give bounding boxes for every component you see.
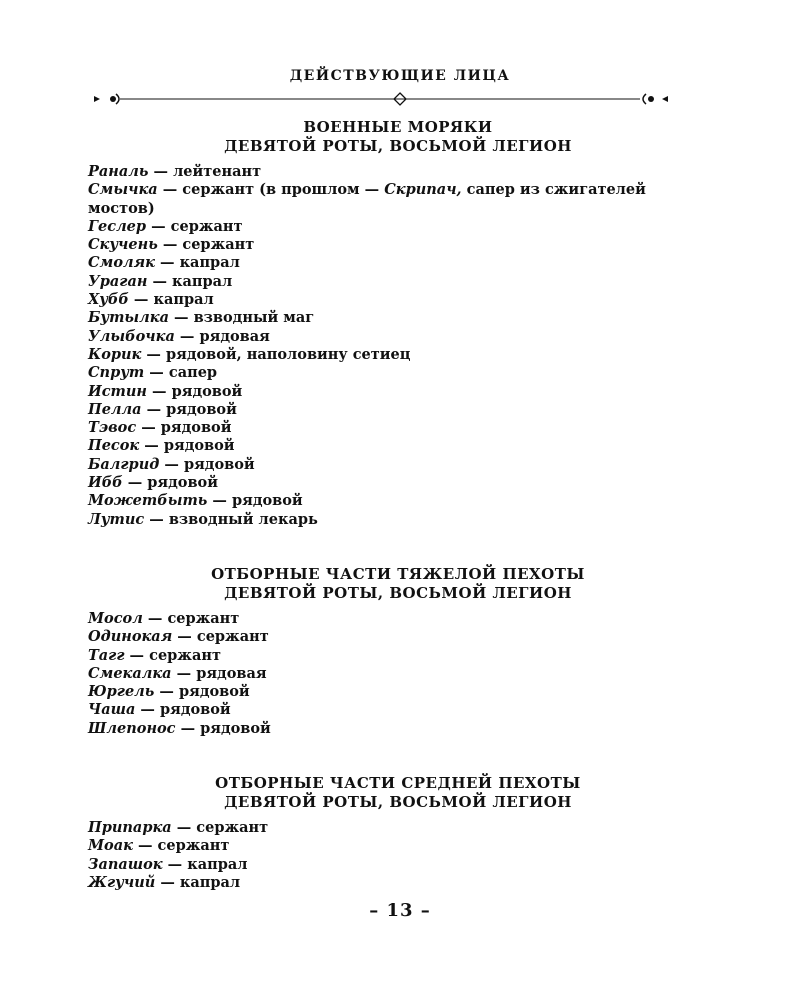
list-item: Смычка — сержант (в прошлом — Скрипач, сапер из сжигателей мостов): [88, 181, 646, 217]
character-role: рядовой: [231, 492, 303, 510]
list-item: Смоляк — капрал: [88, 254, 240, 272]
character-role: капрал: [179, 873, 241, 891]
list-item: Припарка — сержант: [88, 819, 269, 837]
character-role: рядовой: [183, 455, 255, 473]
list-item: Пелла — рядовой: [88, 400, 237, 418]
section-medium-infantry: [88, 774, 708, 892]
list-item: Шлепонос — рядовой: [88, 719, 271, 737]
list-item: Лутис — взводный лекарь: [88, 510, 318, 528]
character-role: рядовая: [199, 327, 270, 345]
character-name: Бутылка: [88, 309, 169, 327]
list-item: Ибб — рядовой: [88, 474, 218, 492]
character-name: Мосол: [88, 609, 143, 627]
character-role: капрал: [179, 254, 240, 272]
header-ornament-rule: [0, 84, 800, 114]
character-role: капрал: [153, 291, 214, 309]
list-item: Истин — рядовой: [88, 382, 243, 400]
character-role: рядовой: [147, 474, 218, 492]
character-name: Хубб: [88, 291, 129, 309]
character-name: Можетбыть: [88, 492, 208, 510]
character-role: сержант: [182, 236, 255, 254]
list-item: Бутылка — взводный маг: [88, 309, 315, 327]
character-name: Ибб: [88, 474, 123, 492]
list-item: Одинокая — сержант: [88, 628, 269, 646]
list-item: Можетбыть — рядовой: [88, 492, 303, 510]
character-name: Лутис: [88, 510, 145, 528]
character-name: Балгрид: [88, 455, 160, 473]
character-name: Одинокая: [88, 628, 173, 646]
character-role: сержант: [196, 819, 269, 837]
character-name: Спрут: [88, 364, 145, 382]
section-title-line2: ДЕВЯТОЙ РОТЫ, ВОСЬМОЙ ЛЕГИОН: [224, 583, 572, 602]
list-item: Смекалка — рядовая: [88, 664, 267, 682]
list-item: Жгучий — капрал: [88, 873, 241, 891]
character-name: Шлепонос: [88, 719, 176, 737]
list-item: Улыбочка — рядовая: [88, 327, 270, 345]
list-item: Хубб — капрал: [88, 291, 214, 309]
character-name: Смоляк: [88, 254, 155, 272]
character-role: рядовая: [196, 664, 267, 682]
character-name: Корик: [88, 345, 142, 363]
character-role: сапер: [168, 364, 218, 382]
section-title-line1: ОТБОРНЫЕ ЧАСТИ СРЕДНЕЙ ПЕХОТЫ: [215, 774, 581, 793]
character-name: Припарка: [88, 819, 172, 837]
character-name: Раналь: [88, 163, 149, 180]
character-role: рядовой, наполовину сетиец: [165, 345, 411, 363]
character-role: сержант: [196, 628, 269, 646]
character-role: сержант: [170, 217, 243, 235]
section-title-line2: ДЕВЯТОЙ РОТЫ, ВОСЬМОЙ ЛЕГИОН: [224, 137, 572, 155]
character-role: рядовой: [171, 382, 243, 400]
character-name: Улыбочка: [88, 327, 175, 345]
character-name: Моак: [88, 837, 133, 855]
list-item: Ураган — капрал: [88, 272, 233, 290]
character-role: рядовой: [159, 701, 231, 719]
character-role: рядовой: [178, 683, 250, 701]
section-marines: [88, 118, 708, 529]
list-item: Балгрид — рядовой: [88, 455, 255, 473]
character-role: взводный маг: [193, 309, 315, 327]
character-role: сержант: [149, 646, 221, 664]
list-item: Моак — сержант: [88, 837, 230, 855]
character-name: Запашок: [88, 855, 163, 873]
character-role: рядовой: [160, 419, 232, 437]
list-item: Геслер — сержант: [88, 217, 243, 235]
section-title-line1: ВОЕННЫЕ МОРЯКИ: [303, 118, 493, 136]
character-name: Смекалка: [88, 664, 172, 682]
character-role: капрал: [187, 855, 248, 873]
character-alias: Скрипач,: [384, 181, 462, 199]
section-title: [88, 118, 708, 156]
character-name: Чаша: [88, 701, 136, 719]
section-title-line1: ОТБОРНЫЕ ЧАСТИ ТЯЖЕЛОЙ ПЕХОТЫ: [211, 564, 585, 583]
character-name: Песок: [88, 437, 140, 455]
character-role: сержант: [157, 837, 230, 855]
list-item: Раналь — лейтенант: [88, 163, 262, 180]
character-role: сержант (в прошлом —: [182, 181, 385, 199]
list-item: Запашок — капрал: [88, 855, 248, 873]
character-role: рядовой: [166, 400, 237, 418]
character-role: рядовой: [163, 437, 235, 455]
list-item: Юргель — рядовой: [88, 683, 250, 701]
character-name: Юргель: [88, 683, 155, 701]
list-item: Тагг — сержант: [88, 646, 221, 664]
character-name: Жгучий: [88, 873, 156, 891]
character-list: [88, 118, 708, 928]
list-item: Чаша — рядовой: [88, 701, 231, 719]
character-name: Пелла: [88, 400, 142, 418]
character-role: лейтенант: [173, 163, 262, 180]
section-title-line2: ДЕВЯТОЙ РОТЫ, ВОСЬМОЙ ЛЕГИОН: [224, 793, 572, 812]
character-role: взводный лекарь: [168, 510, 318, 528]
section-title: [88, 565, 708, 603]
character-name: Скучень: [88, 236, 158, 254]
section-title: [88, 774, 708, 812]
character-name: Тэвос: [88, 419, 137, 437]
character-name: Истин: [88, 382, 147, 400]
character-name: Смычка: [88, 181, 158, 199]
character-name: Ураган: [88, 272, 148, 290]
character-role: сержант: [167, 609, 240, 627]
list-item: Скучень — сержант: [88, 236, 255, 254]
list-item: Корик — рядовой, наполовину сетиец: [88, 345, 411, 363]
character-role-tail: сапер из сжигателей мостов): [88, 181, 646, 217]
list-item: Спрут — сапер: [88, 364, 218, 382]
list-item: Мосол — сержант: [88, 609, 240, 627]
character-role: капрал: [172, 272, 233, 290]
character-name: Геслер: [88, 217, 147, 235]
list-item: Тэвос — рядовой: [88, 419, 232, 437]
list-item: Песок — рядовой: [88, 437, 235, 455]
character-role: рядовой: [200, 719, 271, 737]
running-header: ДЕЙСТВУЮЩИЕ ЛИЦА: [289, 68, 511, 84]
section-heavy-infantry: [88, 565, 708, 738]
character-name: Тагг: [88, 646, 125, 664]
page-number: – 13 –: [369, 900, 431, 921]
